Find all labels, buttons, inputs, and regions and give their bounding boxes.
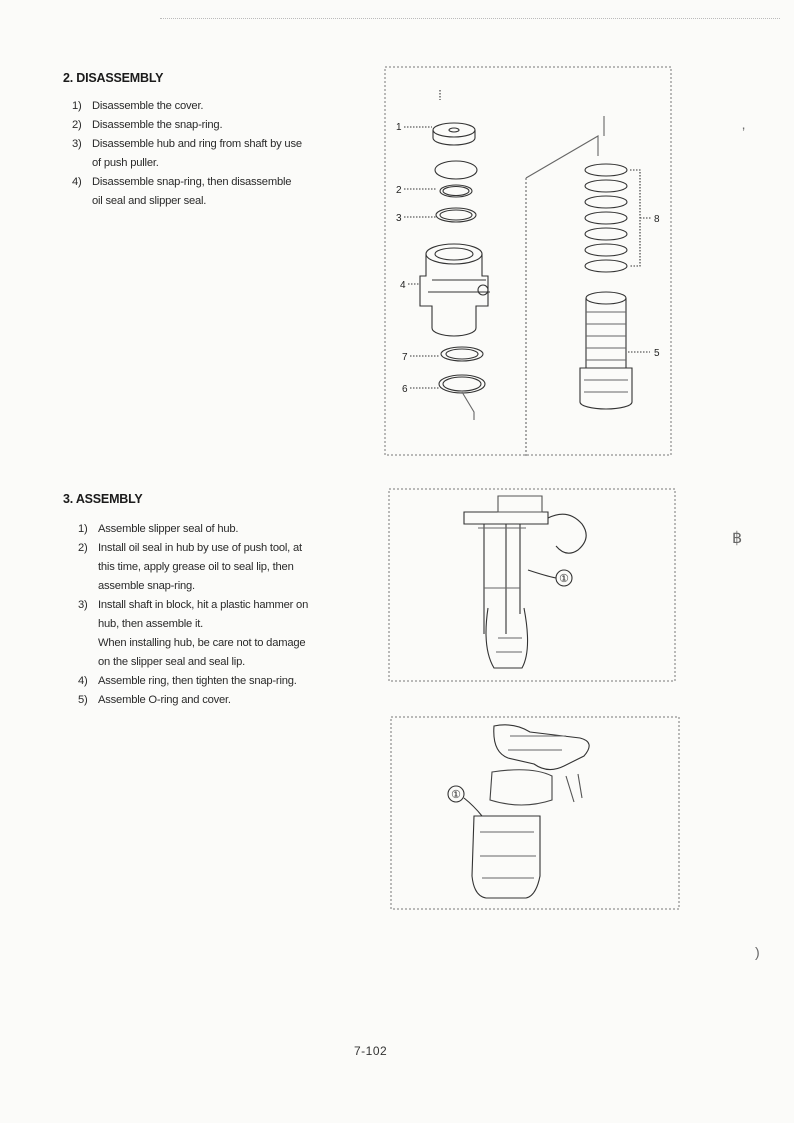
- push-tool-illustration: [388, 488, 676, 682]
- step-number: 5): [78, 694, 88, 706]
- step-text-cont: this time, apply grease oil to seal lip, then: [98, 561, 294, 573]
- callout-circled-1: ①: [559, 572, 569, 585]
- step-text-cont: When installing hub, be care not to damage: [98, 637, 306, 649]
- step-number: 4): [78, 675, 88, 687]
- scan-dots-top: [160, 18, 780, 23]
- callout-7: 7: [402, 352, 408, 363]
- step-number: 3): [78, 599, 88, 611]
- step-text: Install shaft in block, hit a plastic hammer on: [98, 599, 309, 611]
- step-text: Install oil seal in hub by use of push tool, at: [98, 542, 302, 554]
- hub-installation-illustration: [390, 716, 680, 910]
- callout-2: 2: [396, 185, 402, 196]
- exploded-view-figure: [384, 66, 672, 456]
- step-number: 3): [72, 138, 82, 150]
- step-number: 1): [72, 100, 82, 112]
- scan-mark: ฿: [732, 530, 743, 547]
- step-number: 2): [78, 542, 88, 554]
- callout-5: 5: [654, 348, 660, 359]
- callout-4: 4: [400, 280, 406, 291]
- disassembly-step: [72, 116, 363, 135]
- callout-1: 1: [396, 122, 402, 133]
- callout-3: 3: [396, 213, 402, 224]
- assembly-photo-top: [388, 488, 676, 682]
- exploded-view-drawing: [384, 66, 672, 456]
- step-text: Assemble slipper seal of hub.: [98, 523, 239, 535]
- disassembly-steps: [63, 97, 363, 211]
- step-number: 1): [78, 523, 88, 535]
- assembly-step: [78, 672, 363, 691]
- step-text: Assemble ring, then tighten the snap-ring.: [98, 675, 297, 687]
- disassembly-step: [72, 97, 363, 116]
- step-text: Disassemble the cover.: [92, 100, 204, 112]
- assembly-step: [78, 539, 363, 596]
- step-text: Disassemble hub and ring from shaft by use: [92, 138, 302, 150]
- disassembly-title: 2. DISASSEMBLY: [63, 71, 164, 85]
- assembly-title: 3. ASSEMBLY: [63, 492, 143, 506]
- disassembly-section: [63, 71, 363, 211]
- page-number: 7-102: [354, 1044, 388, 1058]
- assembly-step: [78, 520, 363, 539]
- assembly-step: [78, 691, 363, 710]
- callout-8: 8: [654, 214, 660, 225]
- step-text: Assemble O-ring and cover.: [98, 694, 231, 706]
- step-text-cont: oil seal and slipper seal.: [92, 195, 207, 207]
- disassembly-step: [72, 173, 363, 211]
- step-number: 2): [72, 119, 82, 131]
- step-number: 4): [72, 176, 82, 188]
- step-text: Disassemble the snap-ring.: [92, 119, 223, 131]
- step-text-cont: hub, then assemble it.: [98, 618, 204, 630]
- disassembly-step: [72, 135, 363, 173]
- callout-6: 6: [402, 384, 408, 395]
- step-text-cont: of push puller.: [92, 157, 159, 169]
- assembly-photo-bottom: [390, 716, 680, 910]
- step-text-cont: on the slipper seal and seal lip.: [98, 656, 246, 668]
- callout-circled-1: ①: [451, 788, 461, 801]
- assembly-step: [78, 596, 363, 672]
- step-text: Disassemble snap-ring, then disassemble: [92, 176, 292, 188]
- scan-mark: ): [755, 944, 760, 960]
- scan-mark: ’: [742, 124, 746, 140]
- assembly-section: [63, 492, 363, 710]
- step-text-cont: assemble snap-ring.: [98, 580, 195, 592]
- assembly-steps: [63, 520, 363, 710]
